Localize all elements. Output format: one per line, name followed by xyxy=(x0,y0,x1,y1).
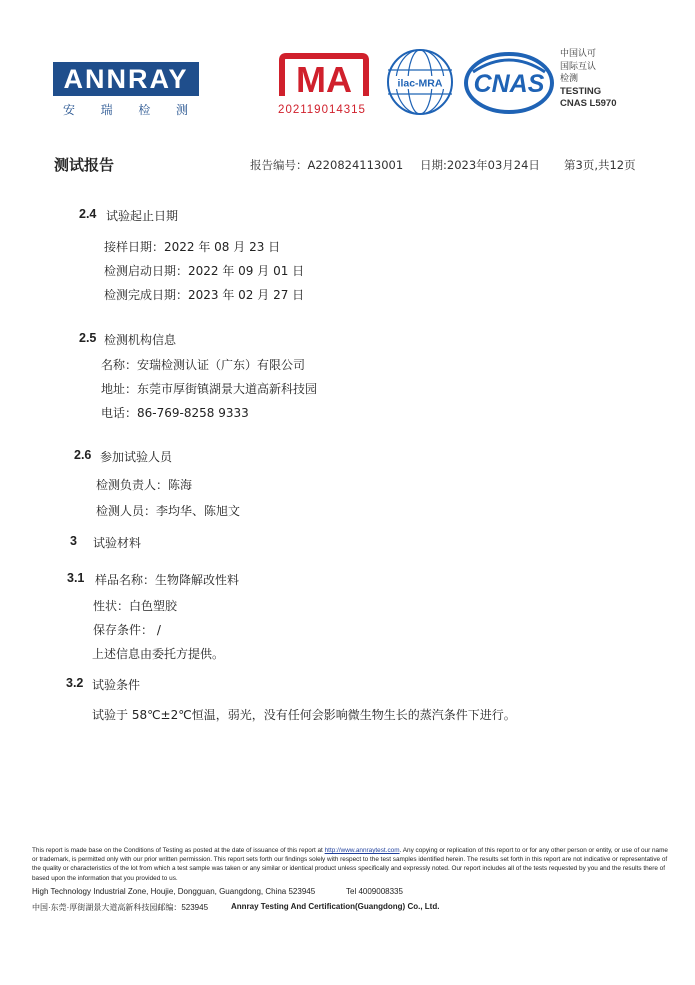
accreditation-line: 检测 xyxy=(560,74,579,84)
sample-storage: 保存条件： / xyxy=(93,623,161,637)
accreditation-line: 国际互认 xyxy=(560,61,597,72)
section-number: 3.1 xyxy=(67,571,85,585)
disclaimer-part: . Any copying or replication of this report to or for any other person or entity, or use of our name or trademark, is permitted only with our prior written permission. This report sets forth our findings solely with respect to the test samples identified herein. The results set forth in this report are not indicative or representative of the quality or characteristics of the lot from which a test sample was taken or any similar or identical product unless specifically and expressly noted. Our report includes all of the tests requested by you and the results there of based upon the information that you provided to us. xyxy=(32,847,668,882)
cma-number: 202119014315 xyxy=(278,104,366,116)
page-number: 第3页,共12页 xyxy=(564,158,636,172)
ilac-mra-logo-icon xyxy=(386,48,454,116)
annray-sub-char: 测 xyxy=(175,103,189,117)
section-title: 试验条件 xyxy=(92,678,141,692)
annray-sub-char: 安 xyxy=(63,103,77,117)
cma-logo-icon xyxy=(278,52,370,100)
section-number: 3.2 xyxy=(66,676,84,690)
report-number: 报告编号：A220824113001 xyxy=(250,158,404,172)
test-condition: 试验于 58℃±2℃恒温，弱光，没有任何会影响微生物生长的蒸汽条件下进行。 xyxy=(92,708,516,722)
ilac-text: ilac-MRA xyxy=(397,77,443,90)
sample-property: 性状：白色塑胶 xyxy=(93,599,178,613)
accreditation-text xyxy=(560,48,617,111)
section-title: 试验材料 xyxy=(93,536,142,550)
lab-address: 地址：东莞市厚街镇湖景大道高新科技园 xyxy=(101,382,318,396)
section-title: 试验起止日期 xyxy=(106,209,179,223)
ma-text: MA xyxy=(296,59,352,100)
lab-phone: 电话：86-769-8258 9333 xyxy=(101,406,249,420)
annray-sub-char: 瑞 xyxy=(100,103,114,117)
footer-address-en: High Technology Industrial Zone, Houjie, Dongguan, Guangdong, China 523945 xyxy=(32,887,316,896)
lab-name: 名称：安瑞检测认证（广东）有限公司 xyxy=(101,358,306,372)
section-title: 参加试验人员 xyxy=(100,450,173,464)
website-link[interactable]: http://www.annraytest.com xyxy=(324,847,400,854)
test-lead: 检测负责人：陈海 xyxy=(96,478,193,492)
section-number: 2.4 xyxy=(79,207,97,221)
report-title: 测试报告 xyxy=(54,156,115,174)
sample-name: 样品名称：生物降解改性料 xyxy=(95,573,240,587)
section-number: 2.5 xyxy=(79,331,97,345)
cnas-logo-icon xyxy=(463,50,555,116)
finish-date: 检测完成日期：2023 年 02 月 27 日 xyxy=(104,288,305,302)
test-staff: 检测人员：李均华、陈旭文 xyxy=(96,504,241,518)
footer-disclaimer xyxy=(32,846,672,883)
accreditation-line: TESTING xyxy=(560,85,602,97)
section-title: 检测机构信息 xyxy=(104,333,177,347)
sample-note: 上述信息由委托方提供。 xyxy=(92,647,225,661)
accreditation-line: CNAS L5970 xyxy=(560,98,617,109)
receive-date: 接样日期：2022 年 08 月 23 日 xyxy=(104,240,281,254)
section-number: 2.6 xyxy=(74,448,92,462)
annray-logo: ANNRAY xyxy=(53,62,199,96)
cnas-text: CNAS xyxy=(473,70,545,98)
footer-tel: Tel 4009008335 xyxy=(346,887,403,896)
section-number: 3 xyxy=(70,534,77,548)
annray-sub-char: 检 xyxy=(138,103,152,117)
accreditation-line: 中国认可 xyxy=(560,49,597,59)
report-date: 日期:2023年03月24日 xyxy=(420,158,540,172)
footer-company: Annray Testing And Certification(Guangdong) Co., Ltd. xyxy=(231,902,440,911)
start-date: 检测启动日期：2022 年 09 月 01 日 xyxy=(104,264,305,278)
disclaimer-part: This report is made base on the Conditions of Testing as posted at the date of issuance of this report at xyxy=(32,847,325,854)
footer-address-cn: 中国·东莞·厚街湖景大道高新科技园邮编：523945 xyxy=(32,903,209,912)
annray-logo-subtitle xyxy=(53,101,199,118)
